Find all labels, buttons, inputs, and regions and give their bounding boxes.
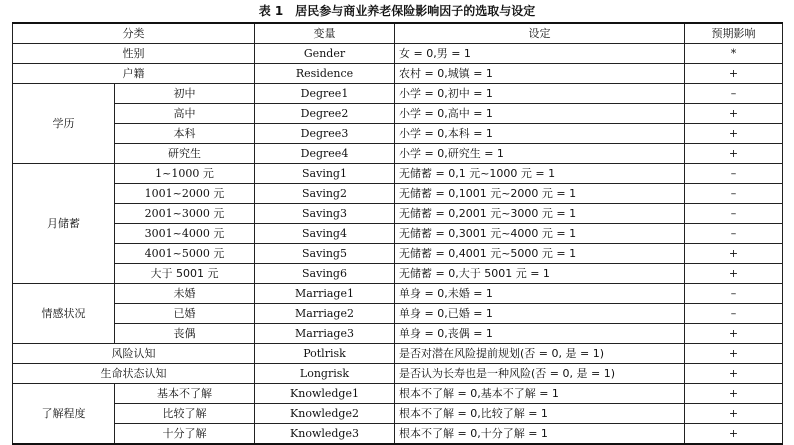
setting-cell: 无储蓄 = 0,2001 元~3000 元 = 1 (395, 204, 685, 224)
setting-cell: 单身 = 0,未婚 = 1 (395, 284, 685, 304)
variable-cell: Saving3 (255, 204, 395, 224)
effect-cell: + (685, 264, 783, 284)
effect-cell: – (685, 304, 783, 324)
table-caption: 表 1 居民参与商业养老保险影响因子的选取与设定 (258, 4, 536, 18)
effect-cell: – (685, 224, 783, 244)
factor-table (12, 22, 783, 445)
table-row (13, 244, 783, 264)
subcategory-cell: 初中 (115, 84, 255, 104)
category-cell: 户籍 (13, 64, 255, 84)
effect-cell: + (685, 124, 783, 144)
table-row (13, 84, 783, 104)
setting-cell: 根本不了解 = 0,十分了解 = 1 (395, 424, 685, 445)
variable-cell: Knowledge3 (255, 424, 395, 445)
setting-cell: 农村 = 0,城镇 = 1 (395, 64, 685, 84)
subcategory-cell: 大于 5001 元 (115, 264, 255, 284)
subcategory-cell: 十分了解 (115, 424, 255, 445)
effect-cell: * (685, 44, 783, 64)
setting-cell: 无储蓄 = 0,1001 元~2000 元 = 1 (395, 184, 685, 204)
effect-cell: – (685, 204, 783, 224)
effect-cell: + (685, 344, 783, 364)
table-row (13, 224, 783, 244)
variable-cell: Residence (255, 64, 395, 84)
group-cell-savings: 月储蓄 (13, 164, 115, 284)
effect-cell: – (685, 284, 783, 304)
table-row (13, 44, 783, 64)
setting-cell: 根本不了解 = 0,比较了解 = 1 (395, 404, 685, 424)
setting-cell: 小学 = 0,本科 = 1 (395, 124, 685, 144)
header-setting: 设定 (395, 23, 685, 44)
header-effect: 预期影响 (685, 23, 783, 44)
variable-cell: Marriage2 (255, 304, 395, 324)
setting-cell: 单身 = 0,丧偶 = 1 (395, 324, 685, 344)
category-cell: 风险认知 (13, 344, 255, 364)
setting-cell: 无储蓄 = 0,大于 5001 元 = 1 (395, 264, 685, 284)
table-row (13, 364, 783, 384)
group-cell-education: 学历 (13, 84, 115, 164)
variable-cell: Marriage1 (255, 284, 395, 304)
table-row (13, 424, 783, 445)
variable-cell: Degree3 (255, 124, 395, 144)
table-row (13, 124, 783, 144)
subcategory-cell: 1001~2000 元 (115, 184, 255, 204)
table-row (13, 184, 783, 204)
variable-cell: Marriage3 (255, 324, 395, 344)
subcategory-cell: 高中 (115, 104, 255, 124)
variable-cell: Degree2 (255, 104, 395, 124)
variable-cell: Gender (255, 44, 395, 64)
variable-cell: Longrisk (255, 364, 395, 384)
subcategory-cell: 未婚 (115, 284, 255, 304)
category-cell: 生命状态认知 (13, 364, 255, 384)
subcategory-cell: 已婚 (115, 304, 255, 324)
effect-cell: + (685, 364, 783, 384)
table-row (13, 404, 783, 424)
table-row (13, 144, 783, 164)
setting-cell: 小学 = 0,研究生 = 1 (395, 144, 685, 164)
table-row (13, 304, 783, 324)
setting-cell: 无储蓄 = 0,3001 元~4000 元 = 1 (395, 224, 685, 244)
subcategory-cell: 研究生 (115, 144, 255, 164)
table-row (13, 104, 783, 124)
table-row (13, 64, 783, 84)
effect-cell: + (685, 384, 783, 404)
setting-cell: 是否对潜在风险提前规划(否 = 0, 是 = 1) (395, 344, 685, 364)
table-row (13, 204, 783, 224)
effect-cell: – (685, 84, 783, 104)
variable-cell: Saving4 (255, 224, 395, 244)
subcategory-cell: 比较了解 (115, 404, 255, 424)
effect-cell: – (685, 164, 783, 184)
table-row (13, 324, 783, 344)
variable-cell: Saving1 (255, 164, 395, 184)
setting-cell: 女 = 0,男 = 1 (395, 44, 685, 64)
setting-cell: 小学 = 0,初中 = 1 (395, 84, 685, 104)
variable-cell: Potlrisk (255, 344, 395, 364)
variable-cell: Saving6 (255, 264, 395, 284)
variable-cell: Knowledge1 (255, 384, 395, 404)
header-category: 分类 (13, 23, 255, 44)
header-row (13, 23, 783, 44)
setting-cell: 根本不了解 = 0,基本不了解 = 1 (395, 384, 685, 404)
effect-cell: + (685, 64, 783, 84)
subcategory-cell: 4001~5000 元 (115, 244, 255, 264)
variable-cell: Saving2 (255, 184, 395, 204)
setting-cell: 无储蓄 = 0,4001 元~5000 元 = 1 (395, 244, 685, 264)
setting-cell: 无储蓄 = 0,1 元~1000 元 = 1 (395, 164, 685, 184)
subcategory-cell: 3001~4000 元 (115, 224, 255, 244)
setting-cell: 是否认为长寿也是一种风险(否 = 0, 是 = 1) (395, 364, 685, 384)
effect-cell: – (685, 184, 783, 204)
table-row (13, 384, 783, 404)
variable-cell: Degree4 (255, 144, 395, 164)
subcategory-cell: 1~1000 元 (115, 164, 255, 184)
variable-cell: Saving5 (255, 244, 395, 264)
subcategory-cell: 基本不了解 (115, 384, 255, 404)
group-cell-marital-status: 情感状况 (13, 284, 115, 344)
table-row (13, 344, 783, 364)
effect-cell: + (685, 244, 783, 264)
variable-cell: Degree1 (255, 84, 395, 104)
variable-cell: Knowledge2 (255, 404, 395, 424)
setting-cell: 小学 = 0,高中 = 1 (395, 104, 685, 124)
group-cell-knowledge: 了解程度 (13, 384, 115, 445)
effect-cell: + (685, 104, 783, 124)
effect-cell: + (685, 324, 783, 344)
setting-cell: 单身 = 0,已婚 = 1 (395, 304, 685, 324)
table-row (13, 284, 783, 304)
subcategory-cell: 2001~3000 元 (115, 204, 255, 224)
subcategory-cell: 丧偶 (115, 324, 255, 344)
effect-cell: + (685, 404, 783, 424)
subcategory-cell: 本科 (115, 124, 255, 144)
effect-cell: + (685, 144, 783, 164)
category-cell: 性别 (13, 44, 255, 64)
table-row (13, 264, 783, 284)
table-row (13, 164, 783, 184)
header-variable: 变量 (255, 23, 395, 44)
effect-cell: + (685, 424, 783, 445)
